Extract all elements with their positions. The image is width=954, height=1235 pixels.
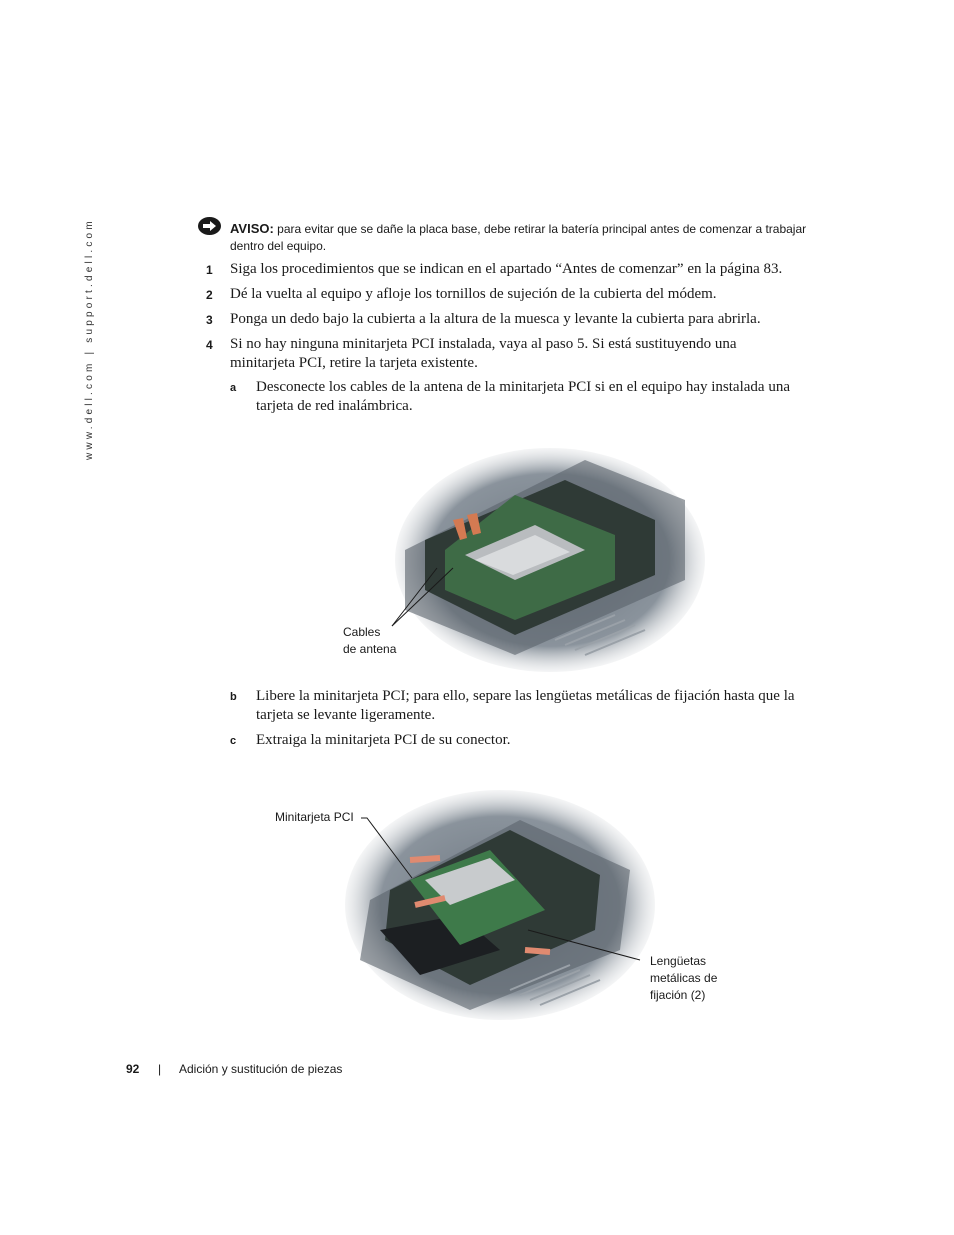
mini-pci-card-figure [340,780,660,1025]
sidebar-url [84,218,98,465]
antenna-cables-figure [385,440,705,675]
step-number: 3 [206,313,213,327]
footer-separator: | [158,1062,162,1076]
callout-line: fijación (2) [650,988,706,1002]
antenna-cables-callout [343,624,396,658]
notice-text: para evitar que se dañe la placa base, debe retirar la batería principal antes de comenzar a trabajar dentro del equipo. [230,222,807,253]
step-number: 1 [206,263,213,277]
substep-text: Libere la minitarjeta PCI; para ello, separe las lengüetas metálicas de fijación hasta que la tarjeta se levante ligeramente. [256,688,795,723]
step-number: 4 [206,338,213,352]
notice [230,220,810,255]
step-text: Si no hay ninguna minitarjeta PCI instalada, vaya al paso 5. Si está sustituyendo una minitarjeta PCI, retire la tarjeta existente. [230,336,737,371]
page-footer [126,1062,343,1076]
sidebar-url-text: www.dell.com | support.dell.com [84,218,95,460]
substep-text: Desconecte los cables de la antena de la minitarjeta PCI si en el equipo hay instalada una tarjeta de red inalámbrica. [256,379,790,414]
substep-letter: c [230,735,237,747]
callout-line: Lengüetas [650,954,707,968]
notice-label: AVISO: [230,221,274,236]
notice-icon [197,216,222,236]
callout-line: de antena [343,642,397,656]
securing-tabs-callout [650,953,717,1004]
page-number: 92 [126,1062,140,1076]
substep-text: Extraiga la minitarjeta PCI de su conector. [256,732,511,748]
callout-line: Cables [343,625,381,639]
footer-title: Adición y sustitución de piezas [179,1062,343,1076]
mini-pci-card-callout: Minitarjeta PCI [275,810,354,824]
callout-line: metálicas de [650,971,718,985]
step-text: Siga los procedimientos que se indican en el apartado “Antes de comenzar” en la página 83. [230,261,783,277]
step-number: 2 [206,288,213,302]
substep-letter: a [230,382,237,394]
substep-letter: b [230,691,237,703]
step-text: Dé la vuelta al equipo y afloje los tornillos de sujeción de la cubierta del módem. [230,286,717,302]
step-text: Ponga un dedo bajo la cubierta a la altura de la muesca y levante la cubierta para abrirla. [230,311,761,327]
